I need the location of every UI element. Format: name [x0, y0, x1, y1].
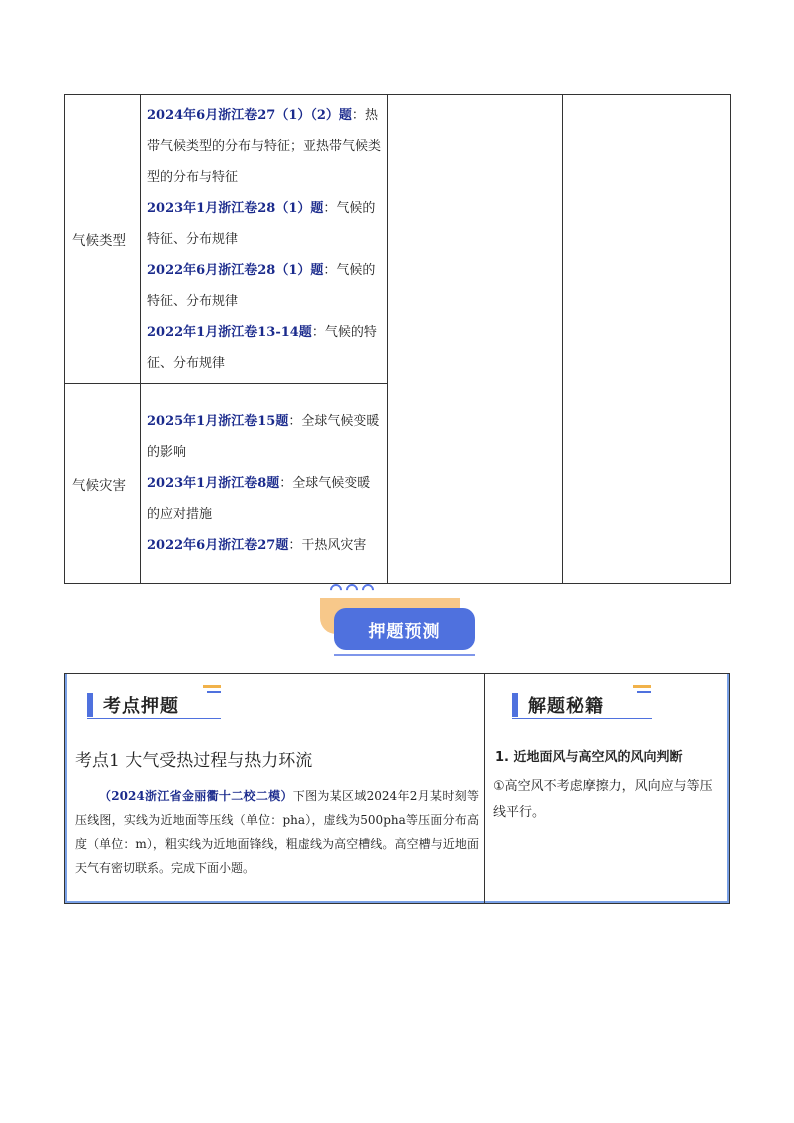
question-separator: ：	[323, 200, 337, 216]
empty-cell	[563, 95, 731, 584]
right-section-heading	[512, 692, 604, 718]
question-item	[147, 255, 381, 317]
table-row	[65, 95, 731, 384]
banner-label-box	[334, 608, 475, 650]
question-source: 2024年6月浙江卷27（1）（2）题	[147, 107, 352, 123]
heading-underline	[87, 718, 221, 719]
heading-underline	[512, 718, 652, 719]
question-source: 2022年1月浙江卷13-14题	[147, 324, 312, 340]
question-text: 全球气候变暖的影响	[147, 414, 380, 460]
question-separator: ：	[351, 107, 365, 123]
question-item	[147, 317, 381, 379]
questions-cell	[141, 384, 388, 584]
banner-label: 押题预测	[368, 621, 441, 642]
category-cell: 气候灾害	[65, 384, 141, 584]
question-item	[147, 100, 381, 193]
exam-topic-table	[64, 94, 731, 584]
question-source: （2024浙江省金丽衢十二校二模）	[99, 789, 293, 803]
question-text: 气候的特征、分布规律	[147, 262, 376, 309]
banner-underline	[334, 654, 475, 656]
question-source: 2023年1月浙江卷8题	[147, 476, 280, 491]
empty-cell	[388, 95, 563, 584]
question-source: 2025年1月浙江卷15题	[147, 414, 289, 429]
tip-body: ①高空风不考虑摩擦力，风向应与等压线平行。	[493, 779, 713, 820]
questions-cell	[141, 95, 388, 384]
prediction-box	[64, 673, 730, 904]
heading-accent	[207, 691, 221, 693]
heading-accent	[633, 685, 651, 688]
question-item	[147, 530, 381, 561]
question-item	[147, 406, 381, 468]
ring-decoration-icon	[330, 584, 374, 596]
question-source: 2022年6月浙江卷27题	[147, 538, 289, 553]
question-text: 气候的特征、分布规律	[147, 200, 376, 247]
question-text: 全球气候变暖的应对措施	[147, 476, 371, 522]
question-source: 2022年6月浙江卷28（1）题	[147, 262, 324, 278]
question-text: 热带气候类型的分布与特征；亚热带气候类型的分布与特征	[147, 107, 382, 185]
column-divider	[484, 674, 485, 903]
question-text: 气候的特征、分布规律	[147, 324, 377, 371]
question-separator: ：	[323, 262, 337, 278]
question-source: 2023年1月浙江卷28（1）题	[147, 200, 324, 216]
question-separator: ：	[288, 414, 302, 429]
category-cell: 气候类型	[65, 95, 141, 384]
question-separator: ：	[311, 324, 325, 340]
left-heading-text: 考点押题	[103, 696, 179, 717]
question-item	[147, 468, 381, 530]
left-section-heading	[87, 692, 179, 718]
question-body: 下图为某区域2024年2月某时刻等压线图，实线为近地面等压线（单位：pha），虚线为500pha等压面分布高度（单位：m），粗实线为近地面锋线，粗虚线为高空槽线。高空槽与近地面天气有密切联系。完成下面小题。	[75, 789, 479, 875]
question-separator: ：	[288, 538, 302, 553]
topic-title: 考点1 大气受热过程与热力环流	[75, 751, 313, 771]
heading-accent	[637, 691, 651, 693]
prediction-banner	[320, 584, 480, 660]
question-separator: ：	[279, 476, 293, 491]
tip-title: 1. 近地面风与高空风的风向判断	[495, 750, 683, 765]
heading-accent	[203, 685, 221, 688]
right-heading-text: 解题秘籍	[528, 696, 604, 717]
question-item	[147, 193, 381, 255]
heading-bar-icon	[87, 693, 93, 717]
topic-question-text	[75, 784, 479, 880]
question-text: 干热风灾害	[301, 538, 367, 553]
heading-bar-icon	[512, 693, 518, 717]
